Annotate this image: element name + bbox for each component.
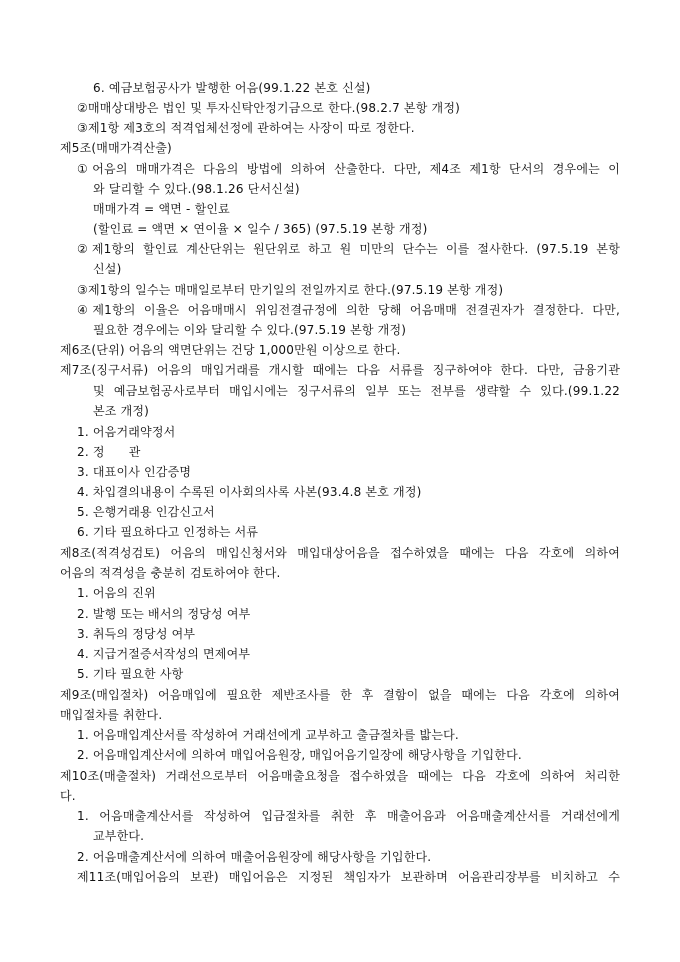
- list-item: 4. 차입결의내용이 수록된 이사회의사록 사본(93.4.8 본호 개정): [77, 485, 422, 499]
- article-heading: 제9조(매입절차) 어음매입에 필요한 제반조사를 한 후 결함이 없을 때에는 다음 각호에 의하여: [60, 688, 620, 702]
- article-heading: 제7조(징구서류) 어음의 매입거래를 개시할 때에는 다음 서류를 징구하여야 한다. 다만, 금융기관: [60, 363, 620, 377]
- list-item: 5. 기타 필요한 사항: [77, 667, 184, 681]
- list-item: 2. 정 관: [77, 445, 141, 459]
- article-heading: 제6조(단위) 어음의 액면단위는 건당 1,000만원 이상으로 한다.: [60, 343, 401, 357]
- text-line: ④제1항의 이율은 어음매매시 위임전결규정에 의한 당해 어음매매 전결권자가 결정한다. 다만,: [77, 303, 620, 317]
- text-line: 와 달리할 수 있다.(98.1.26 단서신설): [93, 182, 300, 196]
- text-line: 매입절차를 취한다.: [60, 708, 163, 722]
- article-heading: 제11조(매입어음의 보관) 매입어음은 지정된 책임자가 보관하며 어음관리장부를 비치하고 수: [77, 870, 620, 884]
- text-line: 다.: [60, 789, 76, 803]
- list-item: 3. 취득의 정당성 여부: [77, 627, 196, 641]
- text-line: ②제1항의 할인료 계산단위는 원단위로 하고 원 미만의 단수는 이를 절사한다. (97.5.19 본항: [77, 242, 620, 256]
- list-item: 1. 어음의 진위: [77, 586, 156, 600]
- list-item: 2. 발행 또는 배서의 정당성 여부: [77, 607, 251, 621]
- list-item: 5. 은행거래용 인감신고서: [77, 505, 215, 519]
- article-heading: 제8조(적격성검토) 어음의 매입신청서와 매입대상어음을 접수하였을 때에는 다음 각호에 의하여: [60, 546, 620, 560]
- list-item: 1. 어음매입계산서를 작성하여 거래선에게 교부하고 출금절차를 밟는다.: [77, 728, 459, 742]
- text-line: ①어음의 매매가격은 다음의 방법에 의하여 산출한다. 다만, 제4조 제1항 단서의 경우에는 이: [77, 162, 620, 176]
- list-item: 3. 대표이사 인감증명: [77, 465, 192, 479]
- text-line: ②매매상대방은 법인 및 투자신탁안정기금으로 한다.(98.2.7 본항 개정): [77, 101, 460, 115]
- list-item: 1. 어음매출계산서를 작성하여 입금절차를 취한 후 매출어음과 어음매출계산서를 거래선에게: [77, 809, 620, 823]
- list-item: 2. 어음매입계산서에 의하여 매입어음원장, 매입어음기일장에 해당사항을 기입한다.: [77, 748, 522, 762]
- list-item: 1. 어음거래약정서: [77, 425, 176, 439]
- list-item: 2. 어음매출계산서에 의하여 매출어음원장에 해당사항을 기입한다.: [77, 850, 432, 864]
- text-line: 교부한다.: [93, 829, 145, 843]
- text-line: ③제1항 제3호의 적격업체선정에 관하여는 사장이 따로 정한다.: [77, 121, 415, 135]
- list-item: 4. 지급거절증서작성의 면제여부: [77, 647, 251, 661]
- text-line: 필요한 경우에는 이와 달리할 수 있다.(97.5.19 본항 개정): [93, 323, 407, 337]
- text-line: 6. 예금보험공사가 발행한 어음(99.1.22 본호 신설): [93, 81, 371, 95]
- list-item: 6. 기타 필요하다고 인정하는 서류: [77, 525, 259, 539]
- article-heading: 제10조(매출절차) 거래선으로부터 어음매출요청을 접수하였을 때에는 다음 각호에 의하여 처리한: [60, 769, 620, 783]
- article-heading: 제5조(매매가격산출): [60, 141, 172, 155]
- text-line: 및 예금보험공사로부터 매입시에는 징구서류의 일부 또는 전부를 생략할 수 있다.(99.1.22: [93, 384, 620, 398]
- text-line: ③제1항의 일수는 매매일로부터 만기일의 전일까지로 한다.(97.5.19 본항 개정): [77, 283, 504, 297]
- text-line: 어음의 적격성을 충분히 검토하여야 한다.: [60, 566, 281, 580]
- text-line: 본조 개정): [93, 404, 150, 418]
- text-line: 신설): [93, 262, 122, 276]
- text-line: 매매가격 = 액면 - 할인료: [93, 202, 230, 216]
- text-line: (할인료 = 액면 × 연이율 × 일수 / 365) (97.5.19 본항 개정): [93, 222, 428, 236]
